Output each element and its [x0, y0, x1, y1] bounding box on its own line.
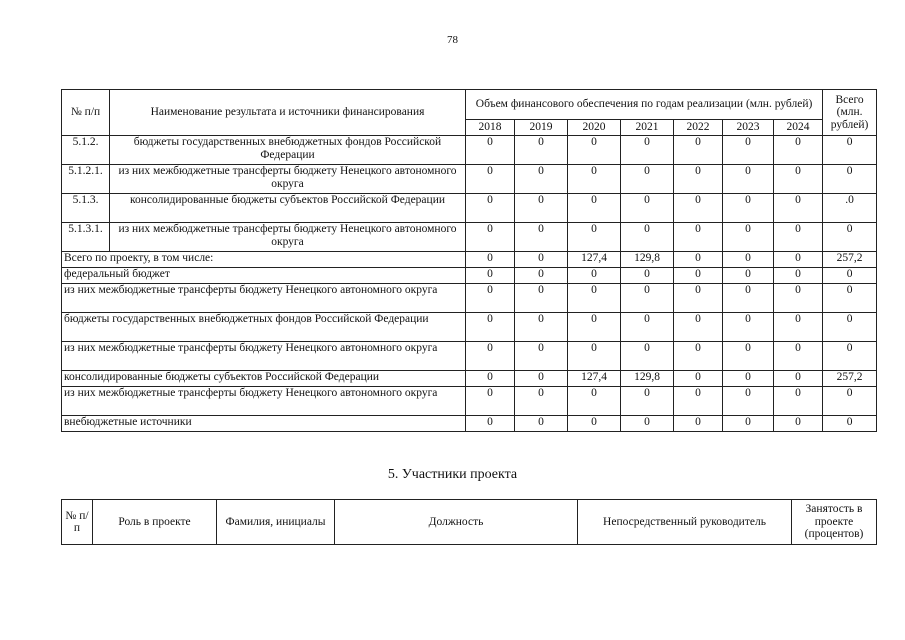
summary-value: 0: [621, 387, 674, 416]
row-value: 0: [515, 136, 568, 165]
summary-value: 0: [774, 342, 823, 371]
summary-total: 0: [823, 416, 877, 432]
finance-table: [61, 89, 877, 432]
header-year: 2019: [515, 120, 568, 136]
summary-value: 0: [466, 313, 515, 342]
summary-value: 0: [515, 387, 568, 416]
header-total: Всего (млн. рублей): [823, 90, 877, 136]
summary-value: 0: [621, 313, 674, 342]
summary-value: 0: [466, 268, 515, 284]
summary-value: 0: [723, 387, 774, 416]
row-value: 0: [515, 223, 568, 252]
summary-total: 0: [823, 268, 877, 284]
row-name: из них межбюджетные трансферты бюджету Ненецкого автономного округа: [110, 165, 466, 194]
summary-value: 0: [774, 313, 823, 342]
summary-value: 0: [466, 252, 515, 268]
summary-value: 0: [674, 284, 723, 313]
summary-value: 0: [515, 268, 568, 284]
summary-value: 0: [466, 342, 515, 371]
summary-value: 0: [723, 268, 774, 284]
row-total: .0: [823, 194, 877, 223]
row-value: 0: [774, 223, 823, 252]
summary-value: 0: [723, 342, 774, 371]
section-title: 5. Участники проекта: [387, 467, 518, 482]
participants-header-cell: Непосредственный руководитель: [578, 500, 792, 545]
row-value: 0: [621, 194, 674, 223]
row-value: 0: [774, 194, 823, 223]
summary-value: 0: [674, 416, 723, 432]
summary-value: 0: [674, 252, 723, 268]
summary-value: 0: [774, 416, 823, 432]
summary-value: 0: [466, 284, 515, 313]
row-value: 0: [674, 136, 723, 165]
summary-value: 0: [774, 268, 823, 284]
summary-value: 127,4: [568, 252, 621, 268]
summary-value: 0: [621, 416, 674, 432]
table-row: [62, 136, 877, 165]
header-year: 2018: [466, 120, 515, 136]
summary-value: 0: [621, 342, 674, 371]
header-year: 2023: [723, 120, 774, 136]
summary-value: 0: [723, 252, 774, 268]
row-value: 0: [774, 136, 823, 165]
summary-value: 0: [568, 313, 621, 342]
summary-value: 0: [621, 284, 674, 313]
summary-row: [62, 313, 877, 342]
header-num: № п/п: [62, 90, 110, 136]
summary-value: 0: [568, 416, 621, 432]
row-value: 0: [723, 136, 774, 165]
row-value: 0: [466, 223, 515, 252]
row-value: 0: [674, 223, 723, 252]
summary-value: 0: [568, 342, 621, 371]
summary-value: 129,8: [621, 371, 674, 387]
summary-value: 0: [568, 268, 621, 284]
summary-value: 0: [674, 371, 723, 387]
row-name: бюджеты государственных внебюджетных фондов Российской Федерации: [110, 136, 466, 165]
row-total: 0: [823, 223, 877, 252]
summary-total: 0: [823, 313, 877, 342]
summary-value: 0: [723, 284, 774, 313]
summary-row: [62, 387, 877, 416]
summary-value: 0: [515, 342, 568, 371]
row-value: 0: [723, 194, 774, 223]
header-year: 2024: [774, 120, 823, 136]
summary-name: бюджеты государственных внебюджетных фондов Российской Федерации: [62, 313, 466, 342]
row-value: 0: [774, 165, 823, 194]
row-number: 5.1.2.: [62, 136, 110, 165]
row-value: 0: [723, 165, 774, 194]
header-year: 2022: [674, 120, 723, 136]
row-value: 0: [568, 223, 621, 252]
participants-header-cell: Занятость в проекте (процентов): [792, 500, 877, 545]
row-value: 0: [466, 136, 515, 165]
summary-total: 257,2: [823, 252, 877, 268]
row-value: 0: [674, 194, 723, 223]
row-value: 0: [568, 194, 621, 223]
page-number: 78: [447, 34, 458, 46]
row-value: 0: [621, 136, 674, 165]
table-row: [62, 165, 877, 194]
row-value: 0: [723, 223, 774, 252]
summary-value: 0: [774, 387, 823, 416]
summary-value: 0: [774, 284, 823, 313]
summary-total: 0: [823, 284, 877, 313]
summary-value: 0: [774, 252, 823, 268]
summary-row: [62, 371, 877, 387]
row-name: из них межбюджетные трансферты бюджету Ненецкого автономного округа: [110, 223, 466, 252]
summary-value: 129,8: [621, 252, 674, 268]
summary-value: 0: [621, 268, 674, 284]
summary-value: 0: [568, 284, 621, 313]
summary-name: из них межбюджетные трансферты бюджету Ненецкого автономного округа: [62, 342, 466, 371]
summary-row: [62, 252, 877, 268]
participants-table: [61, 499, 877, 545]
summary-value: 0: [674, 387, 723, 416]
row-value: 0: [674, 165, 723, 194]
summary-value: 0: [515, 416, 568, 432]
summary-total: 257,2: [823, 371, 877, 387]
summary-row: [62, 268, 877, 284]
row-number: 5.1.3.1.: [62, 223, 110, 252]
participants-header-row: [62, 500, 877, 545]
row-total: 0: [823, 136, 877, 165]
summary-name: консолидированные бюджеты субъектов Российской Федерации: [62, 371, 466, 387]
header-volume: Объем финансового обеспечения по годам реализации (млн. рублей): [466, 90, 823, 120]
summary-value: 0: [515, 371, 568, 387]
header-name: Наименование результата и источники финансирования: [110, 90, 466, 136]
summary-value: 0: [674, 313, 723, 342]
summary-value: 0: [723, 371, 774, 387]
summary-value: 0: [515, 313, 568, 342]
summary-value: 0: [515, 252, 568, 268]
row-value: 0: [621, 223, 674, 252]
summary-total: 0: [823, 342, 877, 371]
summary-name: из них межбюджетные трансферты бюджету Ненецкого автономного округа: [62, 284, 466, 313]
row-value: 0: [568, 136, 621, 165]
row-total: 0: [823, 165, 877, 194]
summary-value: 0: [674, 342, 723, 371]
participants-header-cell: Должность: [335, 500, 578, 545]
header-year: 2021: [621, 120, 674, 136]
summary-row: [62, 416, 877, 432]
summary-total: 0: [823, 387, 877, 416]
summary-value: 0: [466, 387, 515, 416]
summary-value: 0: [466, 416, 515, 432]
row-name: консолидированные бюджеты субъектов Российской Федерации: [110, 194, 466, 223]
summary-value: 127,4: [568, 371, 621, 387]
summary-name: Всего по проекту, в том числе:: [62, 252, 466, 268]
summary-name: внебюджетные источники: [62, 416, 466, 432]
summary-name: из них межбюджетные трансферты бюджету Ненецкого автономного округа: [62, 387, 466, 416]
row-value: 0: [621, 165, 674, 194]
summary-row: [62, 342, 877, 371]
row-value: 0: [515, 194, 568, 223]
participants-header-cell: № п/п: [62, 500, 93, 545]
summary-name: федеральный бюджет: [62, 268, 466, 284]
summary-value: 0: [515, 284, 568, 313]
row-value: 0: [568, 165, 621, 194]
summary-row: [62, 284, 877, 313]
row-value: 0: [515, 165, 568, 194]
row-number: 5.1.3.: [62, 194, 110, 223]
header-year: 2020: [568, 120, 621, 136]
finance-table-body: [62, 136, 877, 432]
table-row: [62, 194, 877, 223]
row-value: 0: [466, 165, 515, 194]
summary-value: 0: [723, 313, 774, 342]
row-value: 0: [466, 194, 515, 223]
participants-header-cell: Роль в проекте: [93, 500, 217, 545]
summary-value: 0: [674, 268, 723, 284]
row-number: 5.1.2.1.: [62, 165, 110, 194]
summary-value: 0: [723, 416, 774, 432]
summary-value: 0: [774, 371, 823, 387]
summary-value: 0: [466, 371, 515, 387]
participants-header-cell: Фамилия, инициалы: [217, 500, 335, 545]
table-row: [62, 223, 877, 252]
summary-value: 0: [568, 387, 621, 416]
